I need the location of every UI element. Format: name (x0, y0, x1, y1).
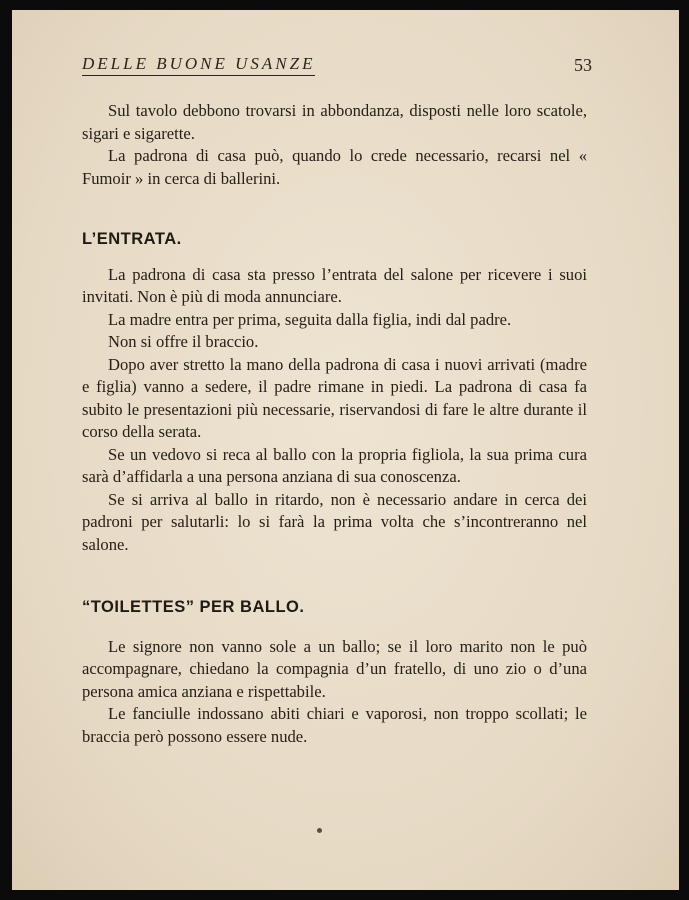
paragraph: La madre entra per prima, seguita dalla figlia, indi dal padre. (108, 309, 512, 329)
section-heading-toilettes: “TOILETTES” PER BALLO. (82, 598, 305, 616)
page-body (82, 100, 587, 748)
section-heading-entrata: L’ENTRATA. (82, 230, 182, 248)
paragraph: La padrona di casa sta presso l’entrata del salone per ricevere i suoi invitati. Non è più di moda annunciare. (82, 264, 587, 306)
paragraph: Sul tavolo debbono trovarsi in abbondanza, disposti nelle loro scatole, sigari e sigarette. (82, 101, 587, 143)
paragraph: Dopo aver stretto la mano della padrona di casa i nuovi arrivati (madre e figlia) vanno a sedere, il padre rimane in piedi. La padrona di casa fa subito le presentazioni più necessarie, riservandosi di fare le altre durante il corso della serata. (82, 354, 587, 441)
running-title: DELLE BUONE USANZE (82, 54, 315, 76)
page-header (82, 50, 592, 80)
book-page (12, 10, 679, 890)
ink-speck-decoration (317, 828, 322, 833)
paragraph: Non si offre il braccio. (108, 332, 259, 351)
page-number: 53 (574, 55, 592, 75)
paragraph: Se un vedovo si reca al ballo con la propria figliola, la sua prima cura sarà d’affidarla a una persona anziana di sua conoscenza. (82, 444, 587, 486)
paragraph: La padrona di casa può, quando lo crede necessario, recarsi nel « Fumoir » in cerca di ballerini. (82, 146, 587, 188)
paragraph: Le signore non vanno sole a un ballo; se il loro marito non le può accompagnare, chiedano la compagnia d’un fratello, di uno zio o d’una persona amica anziana e rispettabile. (82, 636, 587, 701)
paragraph: Se si arriva al ballo in ritardo, non è necessario andare in cerca dei padroni per salutarli: lo si farà la prima volta che s’incontreranno nel salone. (82, 489, 587, 554)
paragraph: Le fanciulle indossano abiti chiari e vaporosi, non troppo scollati; le braccia però possono essere nude. (82, 704, 587, 746)
